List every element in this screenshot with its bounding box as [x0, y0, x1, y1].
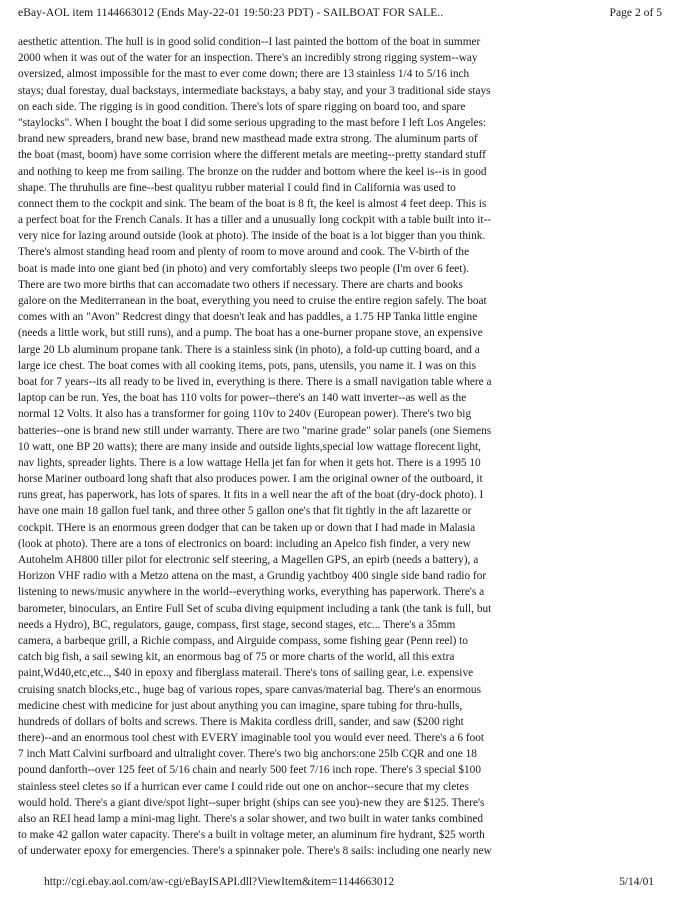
body-line: brand new spreaders, brand new base, brand new masthead made extra strong. The aluminum parts of	[18, 133, 478, 146]
body-line: (needs a little work, but still runs), and a pump. The boat has a one-burner propane stove, an expensive	[18, 327, 483, 340]
body-line: Autohelm AH800 tiller pilot for electronic self steering, a Magellen GPS, an epirb (needs a battery), a	[18, 554, 479, 566]
body-line: barometer, binoculars, an Entire Full Set of scuba diving equipment including a tank (the tank is full, but	[18, 602, 492, 615]
header-title: eBay-AOL item 1144663012 (Ends May-22-01 19:50:23 PDT) - SAILBOAT FOR SALE..	[18, 6, 444, 19]
body-line: listening to news/music anywhere in the world--everything works, everything has paperwork. There's a	[18, 586, 485, 599]
body-line: batteries--one is brand new still under warranty. There are two "marine grade" solar panels (one Siemens	[18, 424, 492, 437]
body-line: catch big fish, a sail sewing kit, an enormous bag of 75 or more charts of the world, all this extra	[18, 651, 455, 664]
footer-url: http://cgi.ebay.aol.com/aw-cgi/eBayISAPI.dll?ViewItem&item=1144663012	[44, 876, 395, 888]
body-line: laptop can be run. Yes, the boat has 110 volts for power--there's an 140 watt inverter--as well as the	[18, 392, 467, 405]
body-line: and nothing to keep me from sailing. The bronze on the rudder and bottom where the keel is--is in good	[18, 165, 487, 178]
body-line: hundreds of dollars of bolts and screws. There is Makita cordless drill, sander, and saw ($200 right	[18, 715, 464, 728]
body-line: normal 12 Volts. It also has a transformer for going 110v to 240v (European power). There's two big	[18, 408, 472, 421]
body-line: stays; dual forestay, dual backstays, intermediate backstays, a baby stay, and your 3 traditional side stays	[18, 84, 491, 97]
page-number: Page 2 of 5	[609, 6, 662, 19]
body-line: there)--and an enormous tool chest with EVERY imaginable tool you would ever need. There's a 6 foot	[18, 732, 485, 745]
body-line: stainless steel cletes so if a hurrican ever came I could ride out one on anchor--secure that my cletes	[18, 780, 469, 793]
body-line: on each side. The rigging is in good condition. There's lots of spare rigging on board too, and spare	[18, 100, 466, 113]
body-line: cockpit. THere is an enormous green dodger that can be taken up or down that I had made in Malasia	[18, 521, 476, 534]
body-line: boat is made into one giant bed (in photo) and very comfortably sleeps two people (I'm over 6 feet).	[18, 262, 469, 275]
footer-date: 5/14/01	[619, 876, 654, 888]
body-line: 2000 when it was out of the water for an inspection. There's an incredibly strong rigging system--way	[18, 52, 478, 65]
body-line: very nice for lazing around outside (look at photo). The inside of the boat is a lot bigger than you think.	[18, 230, 486, 243]
body-line: There's almost standing head room and plenty of room to move around and cook. The V-birth of the	[18, 246, 470, 259]
body-line: of underwater epoxy for emergencies. There's a spinnaker pole. There's 8 sails: including one nearly new	[18, 845, 492, 858]
body-line: 7 inch Matt Calvini surfboard and ultralight cover. There's two big anchors:one 25lb CQR and one 18	[18, 748, 477, 761]
body-line: nav lights, spreader lights. There is a low wattage Hella jet fan for when it gets hot. There is a 1995 10	[18, 456, 481, 469]
body-line: would hold. There's a giant dive/spot light--super bright (ships can see you)-new they are $125. There's	[18, 796, 485, 809]
body-line: pound danforth--over 125 feet of 5/16 chain and nearly 500 feet 7/16 inch rope. There's 3 special $100	[18, 764, 481, 777]
body-line: large 20 Lb aluminum propane tank. There is a stainless sink (in photo), a fold-up cutting board, and a	[18, 343, 480, 356]
body-paragraph	[18, 34, 660, 860]
body-line: camera, a barbeque grill, a Richie compass, and Airguide compass, some fishing gear (Penn reel) to	[18, 634, 468, 647]
body-line: medicine chest with medicine for just about anything you can imagine, spare tubing for thru-hulls,	[18, 699, 463, 712]
body-line: also an REI head lamp a mini-mag light. There's a solar shower, and two built in water tanks combined	[18, 813, 484, 825]
body-line: horse Mariner outboard long shaft that also produces power. I am the original owner of the outboard, it	[18, 473, 483, 486]
body-line: large ice chest. The boat comes with all cooking items, pots, pans, utensils, you name it. I was on this	[18, 359, 476, 372]
body-line: (look at photo). There are a tons of electronics on board: including an Apelco fish finder, a very new	[18, 537, 471, 550]
body-line: the boat (mast, boom) have some corrision where the different metals are meeting--pretty standard stuff	[18, 149, 486, 162]
body-line: comes with an "Avon" Redcrest dingy that doesn't leak and has paddles, a 1.75 HP Tanka little engine	[18, 311, 478, 324]
body-line: 10 watt, one BP 20 watts); there are many inside and outside lights,special low wattage florecent light,	[18, 440, 481, 453]
body-line: aesthetic attention. The hull is in good solid condition--I last painted the bottom of the boat in summer	[18, 36, 481, 48]
body-line: to make 42 gallon water capacity. There's a built in voltage meter, an aluminum fire hydrant, $25 worth	[18, 829, 485, 842]
body-line: a perfect boat for the French Canals. It has a tiller and a unusually long cockpit with a table built into it--	[18, 214, 492, 227]
body-line: oversized, almost impossible for the mast to ever come down; there are 13 stainless 1/4 to 5/16 inch	[18, 68, 470, 81]
body-line: Horizon VHF radio with a Metzo attena on the mast, a Grundig yachtboy 400 single side band radio for	[18, 570, 487, 583]
body-line: "staylocks". When I bought the boat I did some serious upgrading to the mast before I left Los Angeles:	[18, 116, 487, 129]
body-line: runs great, has paperwork, has lots of spares. It fits in a well near the aft of the boat (dry-dock photo). I	[18, 489, 484, 502]
body-line: boat for 7 years--its all ready to be lived in, everything is there. There is a small navigation table where a	[18, 375, 492, 388]
body-line: needs a Hydro), BC, regulators, gauge, compass, first stage, second stages, etc... There's a 35mm	[18, 618, 456, 631]
body-line: paint,Wd40,etc,etc.., $40 in epoxy and fiberglass materail. There's tons of sailing gear, i.e. expensive	[18, 667, 474, 680]
body-line: connect them to the cockpit and sink. The beam of the boat is 8 ft, the keel is almost 4 feet deep. This is	[18, 197, 487, 210]
body-line: There are two more births that can accomadate two others if necessary. There are charts and books	[18, 278, 463, 291]
body-line: galore on the Mediterranean in the boat, everything you need to cruise the entire region safely. The boat	[18, 295, 487, 307]
body-line: shape. The thruhulls are fine--best qualityu rubber material I could find in California was used to	[18, 181, 456, 194]
body-line: have one main 18 gallon fuel tank, and three other 5 gallon one's that fit tightly in the aft lazarette or	[18, 505, 472, 518]
body-line: cruising snatch blocks,etc., huge bag of various ropes, spare canvas/material bag. There's an enormous	[18, 683, 481, 696]
